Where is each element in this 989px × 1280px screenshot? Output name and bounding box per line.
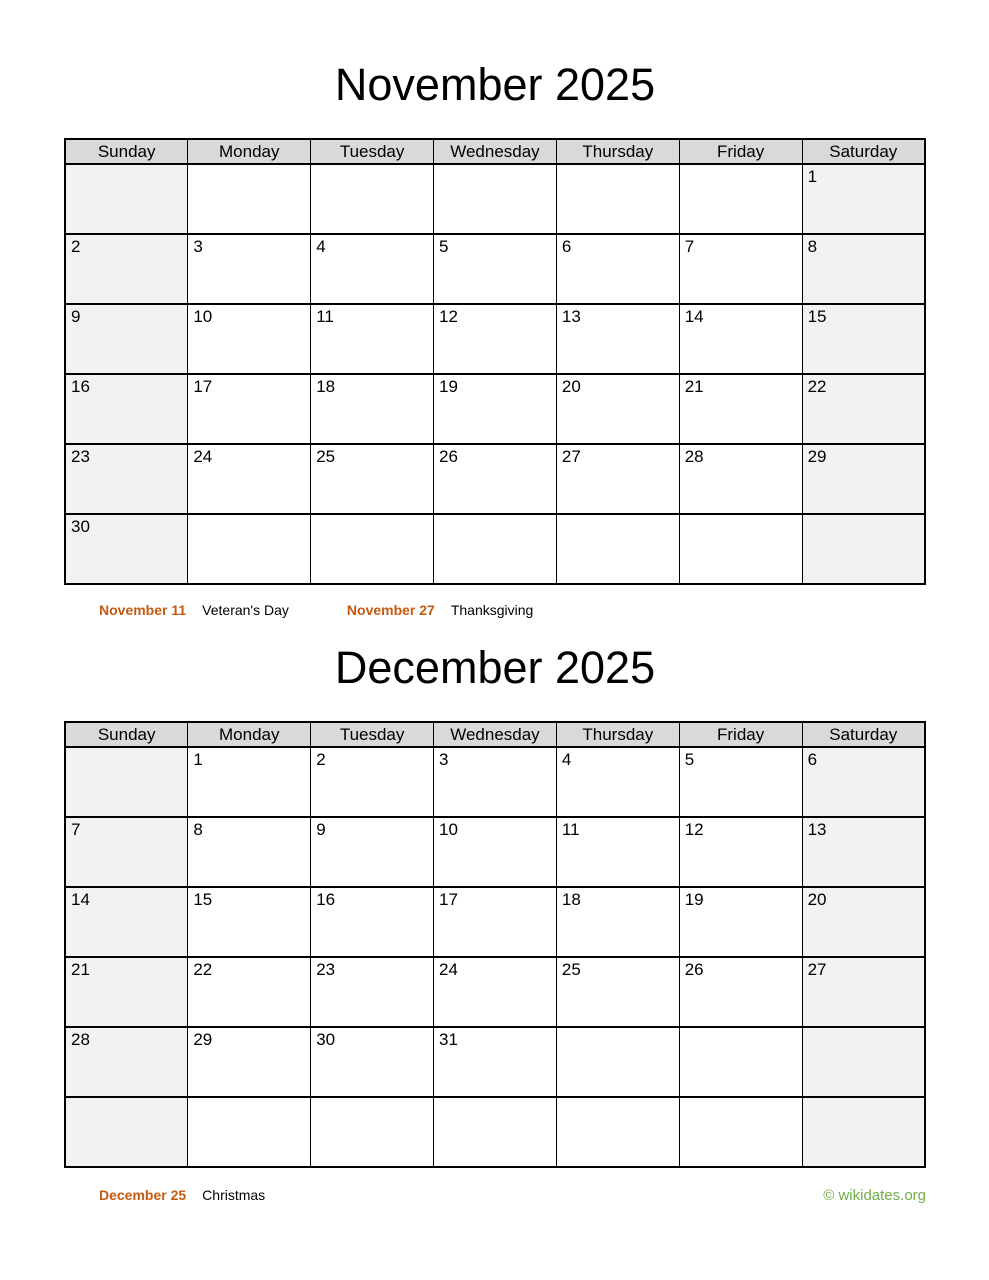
day-cell: 20 bbox=[556, 374, 679, 444]
day-cell: 31 bbox=[434, 1027, 557, 1097]
calendar-table bbox=[64, 721, 926, 1168]
calendar-body bbox=[65, 747, 925, 1167]
weekday-header-cell: Thursday bbox=[556, 139, 679, 164]
calendar-body bbox=[65, 164, 925, 584]
week-row bbox=[65, 1027, 925, 1097]
weekday-header-cell: Wednesday bbox=[434, 722, 557, 747]
holiday-date: November 27 bbox=[346, 602, 435, 618]
day-cell: 25 bbox=[556, 957, 679, 1027]
holiday-item bbox=[99, 602, 289, 618]
day-cell: 26 bbox=[434, 444, 557, 514]
day-cell bbox=[802, 1097, 925, 1167]
weekday-header-cell: Monday bbox=[188, 722, 311, 747]
weekday-header-cell: Sunday bbox=[65, 722, 188, 747]
weekday-header-cell: Saturday bbox=[802, 722, 925, 747]
day-cell: 1 bbox=[188, 747, 311, 817]
week-row bbox=[65, 817, 925, 887]
weekday-header-cell: Monday bbox=[188, 139, 311, 164]
week-row bbox=[65, 164, 925, 234]
holiday-legend bbox=[64, 601, 926, 619]
week-row bbox=[65, 444, 925, 514]
weekday-header-cell: Thursday bbox=[556, 722, 679, 747]
day-cell: 16 bbox=[65, 374, 188, 444]
day-cell: 10 bbox=[434, 817, 557, 887]
day-cell: 9 bbox=[65, 304, 188, 374]
day-cell: 27 bbox=[556, 444, 679, 514]
day-cell: 6 bbox=[556, 234, 679, 304]
day-cell bbox=[188, 1097, 311, 1167]
day-cell: 5 bbox=[679, 747, 802, 817]
day-cell: 17 bbox=[188, 374, 311, 444]
day-cell: 23 bbox=[65, 444, 188, 514]
day-cell: 4 bbox=[556, 747, 679, 817]
day-cell: 12 bbox=[434, 304, 557, 374]
day-cell bbox=[434, 1097, 557, 1167]
day-cell: 11 bbox=[556, 817, 679, 887]
week-row bbox=[65, 887, 925, 957]
week-row bbox=[65, 374, 925, 444]
week-row bbox=[65, 304, 925, 374]
day-cell: 2 bbox=[311, 747, 434, 817]
day-cell: 11 bbox=[311, 304, 434, 374]
day-cell bbox=[65, 1097, 188, 1167]
month-title: December 2025 bbox=[334, 642, 656, 693]
day-cell: 7 bbox=[65, 817, 188, 887]
day-cell bbox=[679, 1097, 802, 1167]
week-row bbox=[65, 747, 925, 817]
day-cell: 13 bbox=[802, 817, 925, 887]
day-cell: 19 bbox=[434, 374, 557, 444]
day-cell: 16 bbox=[311, 887, 434, 957]
weekday-header-cell: Friday bbox=[679, 722, 802, 747]
day-cell: 14 bbox=[679, 304, 802, 374]
holiday-legend bbox=[99, 1186, 323, 1204]
day-cell: 27 bbox=[802, 957, 925, 1027]
day-cell: 15 bbox=[802, 304, 925, 374]
day-cell: 20 bbox=[802, 887, 925, 957]
day-cell bbox=[65, 747, 188, 817]
holiday-name: Christmas bbox=[202, 1187, 266, 1203]
holiday-name: Veteran's Day bbox=[202, 602, 289, 618]
day-cell bbox=[556, 164, 679, 234]
day-cell bbox=[188, 514, 311, 584]
day-cell: 24 bbox=[434, 957, 557, 1027]
day-cell: 25 bbox=[311, 444, 434, 514]
day-cell bbox=[802, 1027, 925, 1097]
weekday-header-cell: Saturday bbox=[802, 139, 925, 164]
holiday-name: Thanksgiving bbox=[450, 602, 534, 618]
day-cell: 18 bbox=[311, 374, 434, 444]
day-cell: 3 bbox=[188, 234, 311, 304]
day-cell: 14 bbox=[65, 887, 188, 957]
day-cell: 1 bbox=[802, 164, 925, 234]
month-section-november bbox=[64, 58, 926, 619]
weekday-header-row bbox=[65, 139, 925, 164]
holiday-date: November 11 bbox=[99, 602, 187, 618]
day-cell bbox=[188, 164, 311, 234]
day-cell: 18 bbox=[556, 887, 679, 957]
day-cell: 22 bbox=[188, 957, 311, 1027]
day-cell: 23 bbox=[311, 957, 434, 1027]
copyright-link[interactable]: © wikidates.org bbox=[823, 1187, 926, 1204]
day-cell: 21 bbox=[65, 957, 188, 1027]
day-cell: 4 bbox=[311, 234, 434, 304]
day-cell: 3 bbox=[434, 747, 557, 817]
day-cell bbox=[311, 164, 434, 234]
day-cell bbox=[679, 164, 802, 234]
day-cell bbox=[434, 164, 557, 234]
day-cell: 8 bbox=[188, 817, 311, 887]
day-cell: 6 bbox=[802, 747, 925, 817]
calendar-table bbox=[64, 138, 926, 585]
day-cell: 24 bbox=[188, 444, 311, 514]
weekday-header-cell: Tuesday bbox=[311, 139, 434, 164]
day-cell bbox=[556, 514, 679, 584]
weekday-header-cell: Wednesday bbox=[434, 139, 557, 164]
day-cell: 10 bbox=[188, 304, 311, 374]
weekday-header bbox=[65, 722, 925, 747]
day-cell: 28 bbox=[679, 444, 802, 514]
day-cell bbox=[802, 514, 925, 584]
week-row bbox=[65, 957, 925, 1027]
holiday-item bbox=[99, 1187, 265, 1203]
weekday-header bbox=[65, 139, 925, 164]
day-cell bbox=[434, 514, 557, 584]
day-cell: 13 bbox=[556, 304, 679, 374]
week-row bbox=[65, 514, 925, 584]
month-section-december bbox=[64, 641, 926, 1168]
day-cell: 9 bbox=[311, 817, 434, 887]
day-cell bbox=[679, 1027, 802, 1097]
day-cell: 21 bbox=[679, 374, 802, 444]
day-cell bbox=[311, 1097, 434, 1167]
day-cell: 2 bbox=[65, 234, 188, 304]
weekday-header-cell: Tuesday bbox=[311, 722, 434, 747]
day-cell: 12 bbox=[679, 817, 802, 887]
day-cell: 22 bbox=[802, 374, 925, 444]
day-cell: 26 bbox=[679, 957, 802, 1027]
holiday-date: December 25 bbox=[99, 1187, 187, 1203]
day-cell bbox=[311, 514, 434, 584]
week-row bbox=[65, 1097, 925, 1167]
day-cell bbox=[65, 164, 188, 234]
day-cell: 28 bbox=[65, 1027, 188, 1097]
day-cell: 30 bbox=[311, 1027, 434, 1097]
day-cell: 8 bbox=[802, 234, 925, 304]
day-cell: 29 bbox=[188, 1027, 311, 1097]
month-title: November 2025 bbox=[334, 59, 656, 110]
weekday-header-row bbox=[65, 722, 925, 747]
day-cell bbox=[556, 1097, 679, 1167]
day-cell: 17 bbox=[434, 887, 557, 957]
weekday-header-cell: Sunday bbox=[65, 139, 188, 164]
day-cell bbox=[556, 1027, 679, 1097]
day-cell: 7 bbox=[679, 234, 802, 304]
weekday-header-cell: Friday bbox=[679, 139, 802, 164]
day-cell bbox=[679, 514, 802, 584]
week-row bbox=[65, 234, 925, 304]
day-cell: 5 bbox=[434, 234, 557, 304]
holiday-item bbox=[347, 602, 533, 618]
day-cell: 15 bbox=[188, 887, 311, 957]
day-cell: 19 bbox=[679, 887, 802, 957]
page-footer bbox=[64, 1186, 926, 1204]
day-cell: 29 bbox=[802, 444, 925, 514]
day-cell: 30 bbox=[65, 514, 188, 584]
